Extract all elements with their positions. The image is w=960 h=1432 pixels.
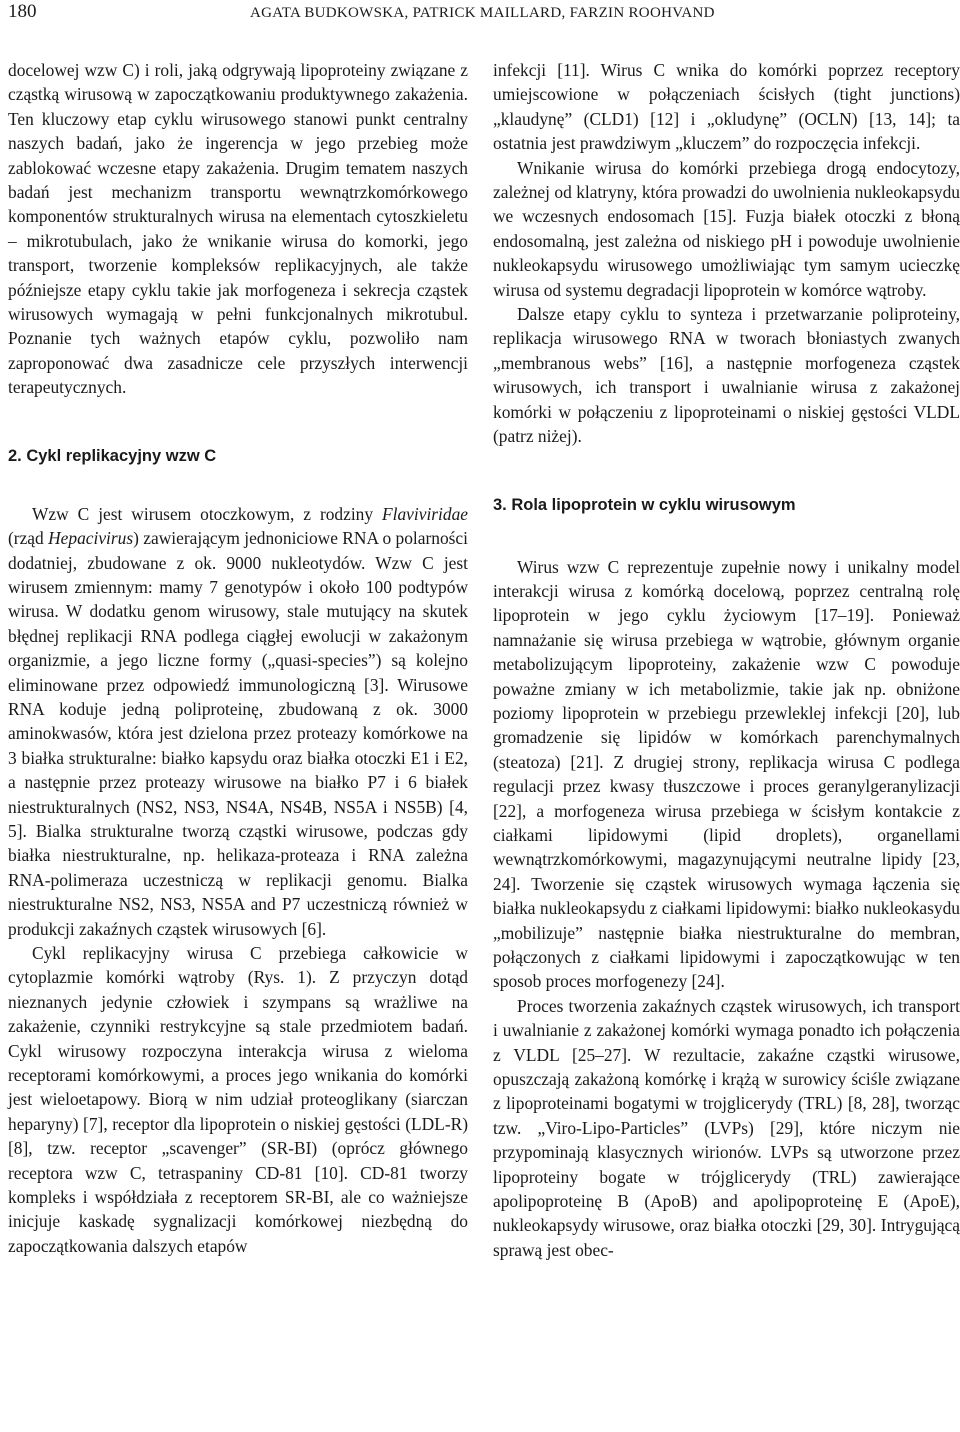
paragraph-lvp-formation: Proces tworzenia zakaźnych cząstek wirusowych, ich transport i uwalnianie z zakażonej komórki wymaga ponadto ich połączenia z VLDL [25–27]. W rezultacie, zakaźne cząstki wirusowe, opuszczają zakażoną komórkę i krążą w surowicy ściśle związane z lipoproteinami bogatymi w trojglicerydy (TRL) [8, 28], tworząc tzw. „Viro-Lipo-Particles” (LVPs) [29], które niczym nie przypominają klasycznych wirionów. LVPs są utworzone przez lipoproteiny bogate w trójglicerydy (TRL) zawierające apolipoproteinę B (ApoB) and apolipoproteinę E (ApoE), nukleokapsydy wirusowe, oraz białka otoczki [29, 30]. Intrygującą sprawą jest obec- — [493, 995, 960, 1260]
text-run: Wzw C jest wirusem otoczkowym, z rodziny — [32, 503, 383, 524]
paragraph-hcv-genome — [8, 502, 468, 941]
paragraph-infection-continuation: infekcji [11]. Wirus C wnika do komórki poprzez receptory umiejscowione w połączeniach ścisłych (tight junctions) „klaudynę” (CLD1) [12] i „okludynę” (OCLN) [13, 14]; ta ostatnia jest prawdziwym „kluczem” do rozpoczęcia infekcji. — [493, 60, 960, 154]
right-column — [493, 58, 960, 1262]
page-header — [0, 0, 960, 30]
section-2-heading: 2. Cykl replikacyjny wzw C — [8, 446, 217, 465]
text-run: (rząd — [8, 528, 49, 549]
paragraph-replication-cycle: Cykl replikacyjny wirusa C przebiega całkowicie w cytoplazmie komórki wątroby (Rys. 1). Z przyczyn dotąd nieznanych jedynie człowiek i szympans są wrażliwe na zakażenie, czynniki restrykcyjne są stale przedmiotem badań. Cykl wirusowy rozpoczyna interakcja wirusa z wieloma receptorami komórkowymi, a proces jego wnikania do komórki jest wieloetapowy. Biorą w nim udział proteoglikany (siarczan heparyny) [7], receptor dla lipoprotein o niskiej gęstości (LDL-R) [8], tzw. receptor „scavenger” (SR-BI) (oprócz głównego receptora wzw C, tetraspaniny CD-81 [10]. CD-81 tworzy kompleks i współdziała z receptorem SR-BI, ale co ważniejsze inicjuje kaskadę sygnalizacji komórkowej niezbędną do zapoczątkowania dalszych etapów — [8, 943, 468, 1256]
paragraph-lipoprotein-role: Wirus wzw C reprezentuje zupełnie nowy i unikalny model interakcji wirusa z komórką docelową, poprzez centralną rolę lipoprotein w jego cyklu życiowym [17–19]. Ponieważ namnażanie się wirusa przebiega w wątrobie, głównym organie metabolizującym lipoproteiny, zakażenie wzw C powoduje poważne zmiany w ich metabolizmie, takie jak np. obniżone poziomy lipoprotein w przebiegu przewleklej infekcji [20], lub gromadzenie się lipidów w komórkach parenchymalnych (steatoza) [21]. Z drugiej strony, replikacja wirusa C podlega regulacji przez kwasy tłuszczowe i proces geranylgeranylizacji [22], a morfogeneza wirusa przebiega w ścisłym kontakcie z ciałkami lipidowymi (lipid droplets), organellami wewnątrzkomórkowymi, magazynującymi neutralne lipidy [23, 24]. Tworzenie się cząstek wirusowych wymaga łączenia się białka nukleokapsydu z ciałkami lipidowymi: białko nukleokasydu „mobilizuje” następnie białka niestrukturalne do membran, połączonych z ciałkami lipidowymi i zapoczątkowując w ten sposob proces morfogenezy [24]. — [493, 556, 960, 992]
section-3-heading: 3. Rola lipoprotein w cyklu wirusowym — [493, 495, 796, 514]
taxon-hepacivirus: Hepacivirus — [48, 528, 134, 549]
page-number: 180 — [8, 1, 37, 22]
text-run: ) zawierającym jednoniciowe RNA o polarności dodatniej, zbudowane z ok. 9000 nukleotydów. Wzw C jest wirusem zmiennym: mamy 7 genotypów i około 100 podtypów wirusa. W dodatku genom wirusowy, stale mutujący na skutek błędnej replikacji RNA podlega ciągłej ewolucji w zakażonym organizmie, a jego liczne formy („quasi-species”) są kolejno eliminowane przez odpowiedź immunologiczną [3]. Wirusowe RNA koduje jedną poliproteinę, zbudowaną z ok. 3000 aminokwasów, która jest dzielona przez proteazy komórkowe na 3 białka strukturalne: białko kapsydu oraz białka otoczki E1 i E2, a następnie przez proteazy wirusowe na białko P7 i 6 białek niestrukturalnych (NS2, NS3, NS4A, NS4B, NS5A i NS5B) [4, 5]. Bialka strukturalne tworzą cząstki wirusowe, podczas gdy białka niestrukturalne, np. helikaza-proteaza i RNA zależna RNA-polimeraza uczestniczą w replikacji genomu. Bialka niestrukturalne NS2, NS3, NS5A and P7 uczestniczą również w produkcji zakaźnych cząstek wirusowych [6]. — [8, 528, 468, 939]
left-column — [8, 58, 468, 1258]
paragraph-endocytosis: Wnikanie wirusa do komórki przebiega drogą endocytozy, zależnej od klatryny, która prowadzi do uwolnienia nukleokapsydu we wczesnych endosomach [15]. Fuzja białek otoczki z błoną endosomalną, jest zależna od niskiego pH i powoduje uwolnienie nukleokapsydu wirusowego umożliwiając tym samym ucieczkę wirusa od systemu degradacji lipoprotein w komórce wątroby. — [493, 157, 960, 300]
paragraph-later-stages: Dalsze etapy cyklu to synteza i przetwarzanie poliproteiny, replikacja wirusowego RNA w tworach błoniastych zwanych „membranous webs” [16], a następnie morfogeneza cząstek wirusowych, ich transport i uwalnianie wirusa z zakażonej komórki w połączeniu z lipoproteinami o niskiej gęstości VLDL (patrz niżej). — [493, 304, 960, 447]
running-head-authors: AGATA BUDKOWSKA, PATRICK MAILLARD, FARZIN ROOHVAND — [250, 5, 715, 21]
paragraph-intro-continuation: docelowej wzw C) i roli, jaką odgrywają lipoproteiny związane z cząstką wirusową w zapoczątkowaniu produktywnego zakażenia. Ten kluczowy etap cyklu wirusowego stanowi punkt centralny naszych badań, jako że ingerencja w jego przebieg może zablokować wczesne etapy zakażenia. Drugim tematem naszych badań jest mechanizm transportu wewnątrzkomórkowego komponentów strukturalnych wirusa na elementach cytoszkieletu – mikrotubulach, jako że wnikanie wirusa do komorki, jego transport, tworzenie kompleksów replikacyjnych, ale także późniejsze etapy cyklu takie jak morfogeneza i sekrecja cząstek wirusowych wymagają w pełni funkcjonalnych mikrotubul. Poznanie tych ważnych etapów cyklu, pozwoliło nam zaproponować dwa zasadnicze cele przyszłych interwencji terapeutycznych. — [8, 60, 468, 398]
taxon-flaviviridae: Flaviviridae — [382, 503, 468, 524]
